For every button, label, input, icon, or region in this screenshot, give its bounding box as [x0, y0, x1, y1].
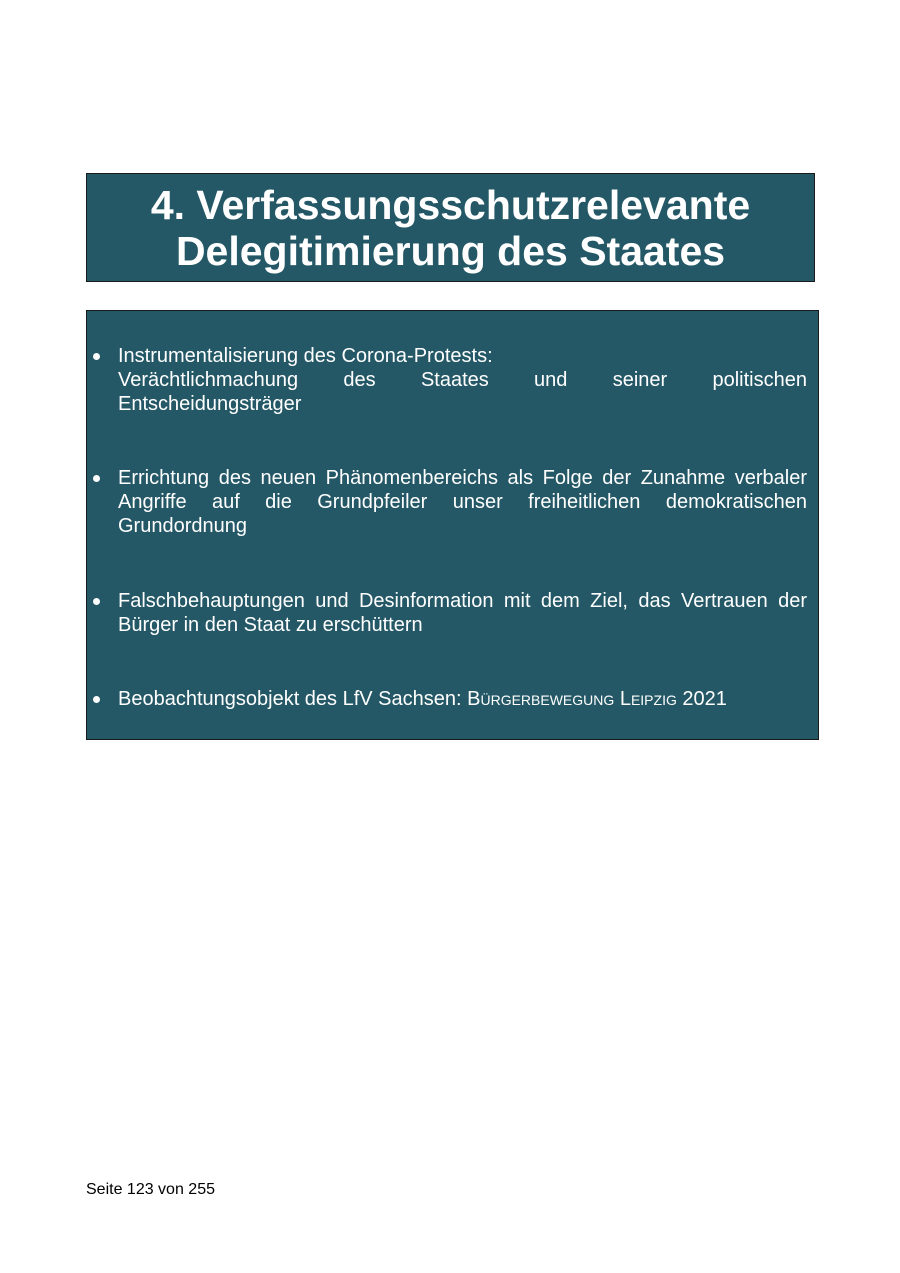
bullet-line [118, 687, 807, 711]
bullet-line: Angriffe auf die Grundpfeiler unser freiheitlichen demokratischen [118, 491, 807, 513]
bullet-icon [93, 598, 100, 605]
bullet-line: Instrumentalisierung des Corona-Protests: [118, 345, 493, 367]
page-number: Seite 123 von 255 [86, 1181, 215, 1198]
section-heading-line-2: Delegitimierung des Staates [175, 227, 726, 274]
bullet-line: Verächtlichmachung des Staates und seiner politischen [118, 369, 807, 391]
bullet-icon [93, 475, 100, 482]
bullet-line: Bürger in den Staat zu erschüttern [118, 614, 423, 636]
bullet-text [118, 466, 807, 538]
bullet-line: Falschbehauptungen und Desinformation mit dem Ziel, das Vertrauen der [118, 590, 807, 612]
bullet-line: Entscheidungsträger [118, 393, 302, 415]
bullet-line: Errichtung des neuen Phänomenbereichs als Folge der Zunahme verbaler [118, 467, 807, 489]
bullet-icon [93, 696, 100, 703]
section-heading-line-1: 4. Verfassungsschutzrelevante [150, 181, 751, 228]
organization-name: Bürgerbewegung Leipzig [467, 688, 677, 710]
bullet-text [118, 589, 807, 637]
bullet-line: Grundordnung [118, 515, 247, 537]
bullet-suffix: 2021 [676, 688, 727, 710]
bullet-icon [93, 353, 100, 360]
bullet-list-box [86, 310, 819, 740]
bullet-text [118, 344, 807, 416]
section-heading-box [86, 173, 815, 282]
bullet-prefix: Beobachtungsobjekt des LfV Sachsen: [118, 688, 468, 710]
bullet-text [118, 687, 807, 711]
